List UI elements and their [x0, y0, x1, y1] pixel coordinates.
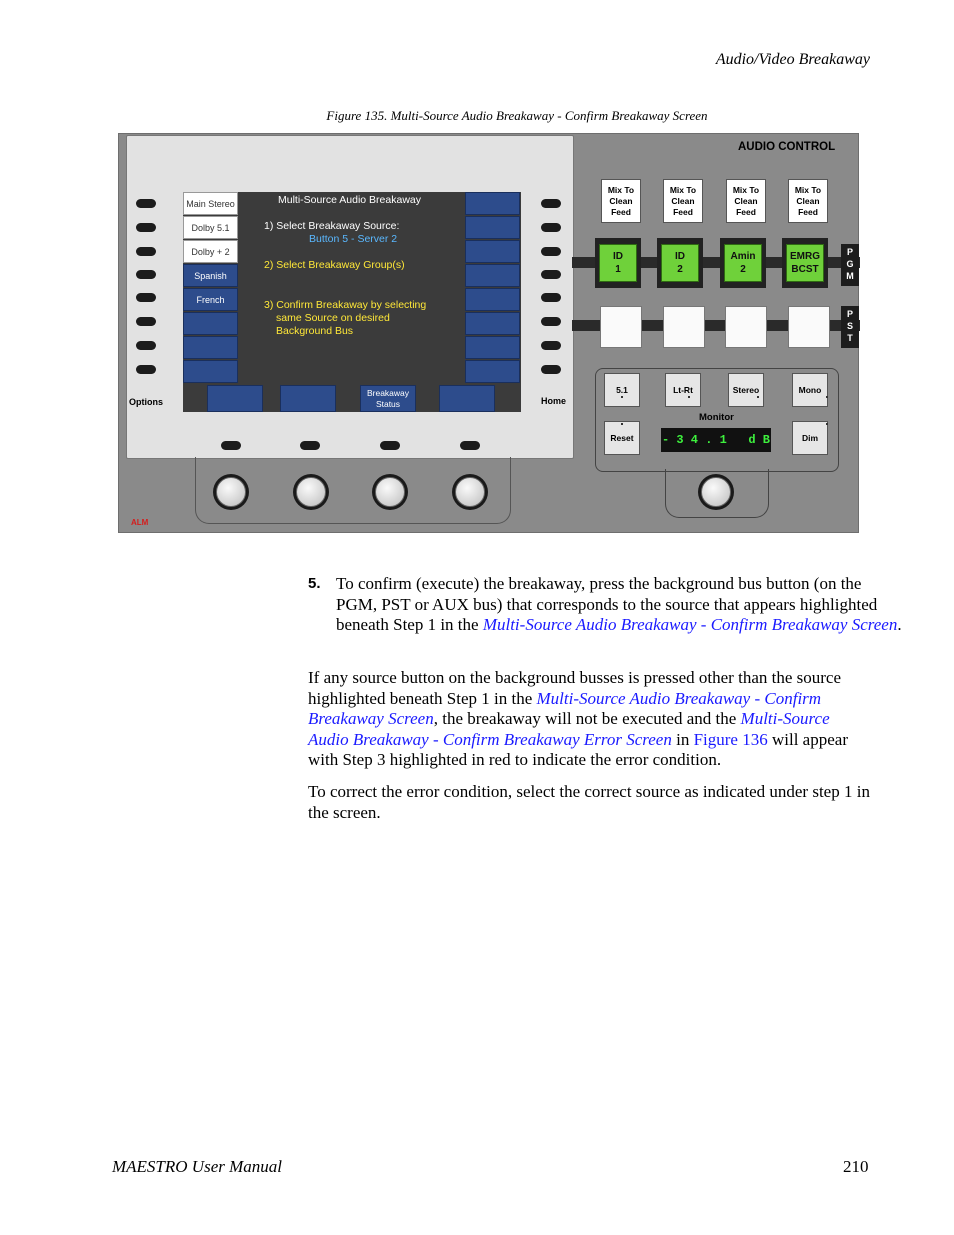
link-figure-136[interactable]: Figure 136: [693, 729, 768, 749]
pgm3-l1: Amin: [730, 251, 756, 262]
alm-label: ALM: [131, 518, 149, 527]
softkey-left-7[interactable]: [136, 341, 156, 350]
monitor-lt-rt-button[interactable]: Lt-Rt: [665, 373, 701, 407]
mix3-l1: Mix To: [732, 184, 760, 195]
section-header: Audio/Video Breakaway: [715, 51, 870, 68]
monitor-stereo-button[interactable]: Stereo: [728, 373, 764, 407]
lcd-screen: [183, 192, 521, 412]
pgm-cell-1: [595, 238, 641, 288]
mix1-l1: Mix To: [607, 184, 635, 195]
lcd-right-button[interactable]: [465, 264, 520, 287]
breakaway-status-line2: Status: [375, 398, 401, 409]
softkey-bottom-2[interactable]: [300, 441, 320, 450]
lcd-right-button[interactable]: [465, 336, 520, 359]
monitor-level-readout: - 3 4 . 1 d B: [661, 428, 771, 452]
figure-caption: Figure 135. Multi-Source Audio Breakaway - Confirm Breakaway Screen: [326, 108, 708, 123]
lcd-button-dolby-5-1[interactable]: Dolby 5.1: [183, 216, 238, 239]
step1-text: 1) Select Breakaway Source:: [264, 220, 400, 232]
lcd-button-dolby-plus-2[interactable]: Dolby + 2: [183, 240, 238, 263]
mix3-l3: Feed: [736, 206, 756, 217]
step1-source-value: Button 5 - Server 2: [309, 233, 398, 245]
softkey-left-8[interactable]: [136, 365, 156, 374]
led-dim: [826, 423, 828, 425]
error-paragraph: [308, 668, 874, 771]
options-label: Options: [129, 397, 163, 407]
knob-4[interactable]: [452, 474, 488, 510]
pst-label: [841, 306, 859, 348]
pgm4-l1: EMRG: [790, 251, 820, 262]
softkey-bottom-1[interactable]: [221, 441, 241, 450]
pgm2-l1: ID: [675, 251, 685, 262]
pst-button-3[interactable]: [725, 306, 767, 348]
p1-end: .: [897, 615, 902, 634]
pgm4-l2: BCST: [791, 264, 819, 275]
softkey-left-6[interactable]: [136, 317, 156, 326]
mix4-l3: Feed: [798, 206, 818, 217]
mix-to-clean-feed-button-2[interactable]: [663, 179, 703, 223]
lcd-right-button[interactable]: [465, 192, 520, 215]
lcd-bottom-button[interactable]: [439, 385, 495, 412]
softkey-left-3[interactable]: [136, 247, 156, 256]
softkey-left-4[interactable]: [136, 270, 156, 279]
pst-s: S: [846, 321, 853, 331]
step-5-paragraph: [308, 574, 902, 636]
mix4-l1: Mix To: [794, 184, 822, 195]
pgm-cell-3: [720, 238, 766, 288]
breakaway-status-line1: Breakaway: [366, 387, 410, 398]
lcd-bottom-button[interactable]: [280, 385, 336, 412]
softkey-bottom-3[interactable]: [380, 441, 400, 450]
knob-1[interactable]: [213, 474, 249, 510]
footer-manual-title: MAESTRO User Manual: [112, 1157, 282, 1176]
link-confirm-breakaway-screen[interactable]: Multi-Source Audio Breakaway - Confirm Breakaway Screen: [482, 615, 898, 634]
mix-to-clean-feed-button-4[interactable]: [788, 179, 828, 223]
lcd-bottom-button[interactable]: [207, 385, 263, 412]
p2-text-b: , the breakaway will not be executed and the: [433, 709, 741, 728]
step3-line2: same Source on desired: [276, 312, 390, 324]
pgm1-l2: 1: [615, 264, 621, 275]
lcd-button-spanish[interactable]: Spanish: [183, 264, 238, 287]
softkey-right-5[interactable]: [541, 293, 561, 302]
knob-3[interactable]: [372, 474, 408, 510]
softkey-left-1[interactable]: [136, 199, 156, 208]
softkey-right-2[interactable]: [541, 223, 561, 232]
mix1-l2: Clean: [609, 195, 633, 206]
pgm-button-emrg-bcst[interactable]: [786, 244, 824, 282]
pst-t: T: [847, 333, 853, 343]
softkey-right-1[interactable]: [541, 199, 561, 208]
lcd-right-button[interactable]: [465, 216, 520, 239]
monitor-reset-button[interactable]: Reset: [604, 421, 640, 455]
pgm2-l2: 2: [677, 264, 683, 275]
pgm3-l2: 2: [740, 264, 746, 275]
step-number: 5.: [308, 575, 321, 592]
softkey-bottom-4[interactable]: [460, 441, 480, 450]
softkey-right-3[interactable]: [541, 247, 561, 256]
pst-button-1[interactable]: [600, 306, 642, 348]
lcd-right-button[interactable]: [465, 288, 520, 311]
pgm-button-amin-2[interactable]: [724, 244, 762, 282]
monitor-label: Monitor: [699, 412, 734, 423]
monitor-knob[interactable]: [698, 474, 734, 510]
audio-control-title: AUDIO CONTROL: [738, 141, 836, 153]
mix2-l3: Feed: [673, 206, 693, 217]
p2-text-d: will appear with Step 3 highlighted in red to indicate the error condition.: [308, 729, 848, 769]
audio-control-panel-figure: [118, 133, 859, 533]
mix-to-clean-feed-button-3[interactable]: [726, 179, 766, 223]
monitor-dim-button[interactable]: Dim: [792, 421, 828, 455]
step3-line3: Background Bus: [276, 325, 354, 337]
pst-button-4[interactable]: [788, 306, 830, 348]
pgm-g: G: [846, 259, 854, 269]
mix2-l1: Mix To: [669, 184, 697, 195]
lcd-right-button[interactable]: [465, 312, 520, 335]
step2-text: 2) Select Breakaway Group(s): [264, 259, 405, 271]
led-mono: [826, 396, 828, 398]
softkey-right-4[interactable]: [541, 270, 561, 279]
step3-line1: 3) Confirm Breakaway by selecting: [264, 299, 427, 311]
pgm-p: P: [846, 247, 853, 257]
home-label: Home: [541, 396, 567, 406]
pgm-button-id-1[interactable]: [599, 244, 637, 282]
pgm-button-id-2[interactable]: [661, 244, 699, 282]
footer-page-number: 210: [843, 1157, 869, 1176]
lcd-button-empty[interactable]: [183, 336, 238, 359]
p2-text-c: in: [671, 729, 694, 749]
led-lt-rt: [688, 396, 690, 398]
pgm-cell-2: [657, 238, 703, 288]
pst-button-2[interactable]: [663, 306, 705, 348]
led-reset: [621, 423, 623, 425]
link-confirm-breakaway-error-screen[interactable]: Multi-Source Audio Breakaway - Confirm Breakaway Error Screen: [308, 709, 830, 749]
pst-p: P: [846, 309, 853, 319]
led-stereo: [757, 396, 759, 398]
lcd-button-french[interactable]: French: [183, 288, 238, 311]
lcd-button-main-stereo[interactable]: Main Stereo: [183, 192, 238, 215]
knob-2[interactable]: [293, 474, 329, 510]
led-5-1: [621, 396, 623, 398]
breakaway-status-button[interactable]: [360, 385, 416, 412]
lcd-button-empty[interactable]: [183, 360, 238, 383]
mix-to-clean-feed-button-1[interactable]: [601, 179, 641, 223]
softkey-left-2[interactable]: [136, 223, 156, 232]
mix4-l2: Clean: [796, 195, 820, 206]
lcd-right-button[interactable]: [465, 240, 520, 263]
monitor-mono-button[interactable]: Mono: [792, 373, 828, 407]
link-confirm-breakaway-screen-2[interactable]: Multi-Source Audio Breakaway - Confirm Breakaway Screen: [308, 688, 822, 728]
mix1-l3: Feed: [611, 206, 631, 217]
softkey-right-8[interactable]: [541, 365, 561, 374]
pgm-m: M: [846, 271, 854, 281]
p1-text: To confirm (execute) the breakaway, press the background bus button (on the PGM, PST or AUX bus) that corresponds to the source that appears highlighted beneath Step 1 in the: [336, 574, 878, 634]
lcd-right-button[interactable]: [465, 360, 520, 383]
pgm-label: [841, 244, 859, 286]
pgm-cell-4: [782, 238, 828, 288]
p2-text-a: If any source button on the background busses is pressed other than the source highlighted beneath Step 1 in the: [308, 668, 842, 708]
mix3-l2: Clean: [734, 195, 758, 206]
softkey-left-5[interactable]: [136, 293, 156, 302]
screen-title: Multi-Source Audio Breakaway: [278, 194, 421, 206]
pgm1-l1: ID: [613, 251, 623, 262]
softkey-right-6[interactable]: [541, 317, 561, 326]
correction-paragraph: To correct the error condition, select the correct source as indicated under step 1 in the screen.: [308, 782, 870, 822]
mix2-l2: Clean: [671, 195, 695, 206]
lcd-button-empty[interactable]: [183, 312, 238, 335]
softkey-right-7[interactable]: [541, 341, 561, 350]
monitor-5-1-button[interactable]: 5.1: [604, 373, 640, 407]
